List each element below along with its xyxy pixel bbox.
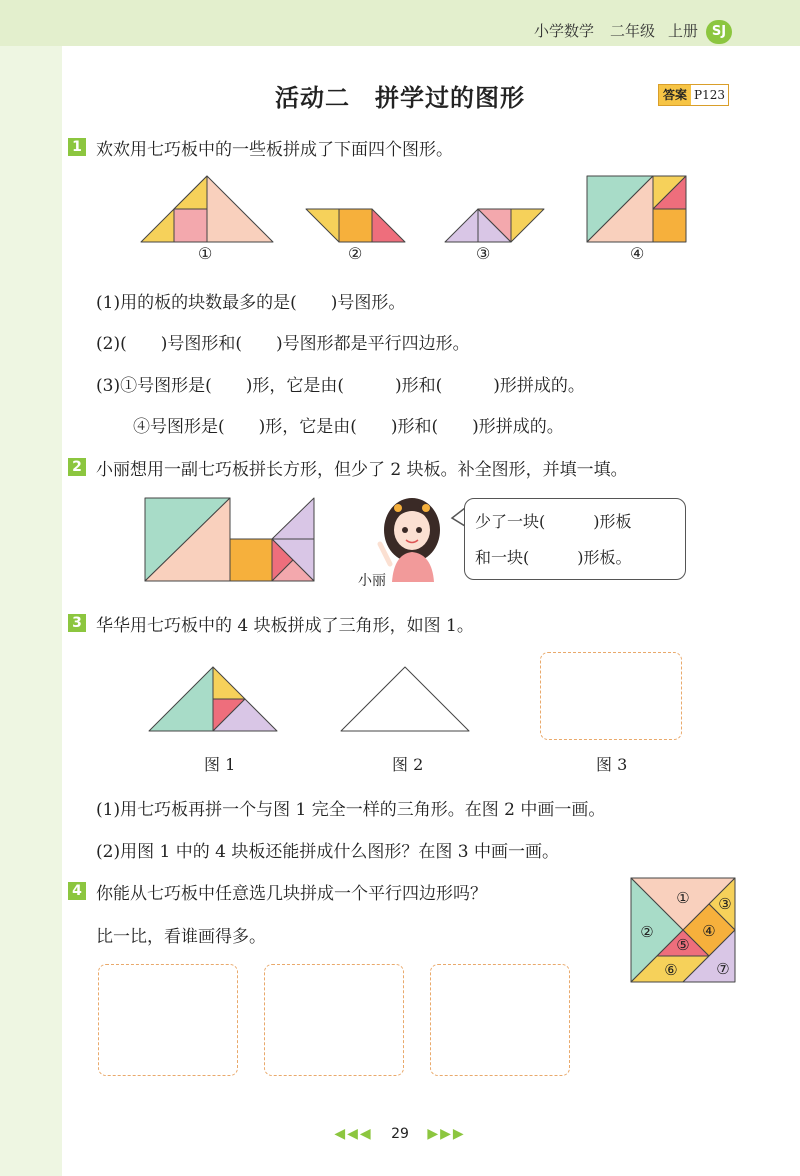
fig3-label: 图 3 [596,755,628,774]
footer-arrows-left: ◀◀◀ [334,1126,373,1142]
question-2-text: 小丽想用一副七巧板拼长方形，但少了 2 块板。补全图形，并填一填。 [96,460,628,480]
question-number-1: 1 [68,138,86,156]
question-3-text: 华华用七巧板中的 4 块板拼成了三角形，如图 1。 [96,616,474,636]
q1-sub1: (1)用的板的块数最多的是( )号图形。 [96,293,406,313]
q3-yellow-triangle [213,667,245,699]
question-4-text-2: 比一比，看谁画得多。 [96,927,266,947]
fig3-caption: ③ [476,244,491,263]
girl-name: 小丽 [358,573,386,589]
fig2-caption: ② [348,244,363,263]
question-number-4: 4 [68,882,86,900]
answer-box-2[interactable] [264,964,404,1076]
q1-sub3: (3)①号图形是( )形，它是由( )形和( )形拼成的。 [96,376,585,396]
q1-sub2: (2)( )号图形和( )号图形都是平行四边形。 [96,334,470,354]
page-number: 29 [391,1126,409,1142]
header-volume: 上册 [668,22,699,40]
q3-sub2: (2)用图 1 中的 4 块板还能拼成什么图形？在图 3 中画一画。 [96,842,559,862]
answer-box-1[interactable] [98,964,238,1076]
tangram-label-5: ⑤ [676,936,690,954]
header-grade: 二年级 [610,22,656,40]
page-title: 活动二 拼学过的图形 [275,84,525,112]
fig4-caption: ④ [630,244,645,263]
question-4-text-1: 你能从七巧板中任意选几块拼成一个平行四边形吗？ [96,884,487,904]
question-number-2: 2 [68,458,86,476]
q3-sub1: (1)用七巧板再拼一个与图 1 完全一样的三角形。在图 2 中画一画。 [96,800,606,820]
edition-badge: SJ [706,20,732,44]
q3-mint-triangle [149,667,213,731]
bubble-line-1: 少了一块( )形板 [475,512,632,531]
tangram-label-3: ③ [718,895,732,913]
bubble-line-2: 和一块( )形板。 [475,548,632,567]
q3-empty-triangle [341,667,469,731]
tangram-label-7: ⑦ [716,960,730,978]
header-subject: 小学数学 [534,22,595,40]
question-1-text: 欢欢用七巧板中的一些板拼成了下面四个图形。 [96,140,453,160]
footer-arrows-right: ▶▶▶ [427,1126,466,1142]
page-footer [0,1126,800,1142]
question-number-3: 3 [68,614,86,632]
fig3-drawing-box[interactable] [540,652,682,740]
fig1-caption: ① [198,244,213,263]
tangram-label-1: ① [676,889,690,907]
answer-box-3[interactable] [430,964,570,1076]
answer-label: 答案 [659,85,691,105]
tangram-label-4: ④ [702,922,716,940]
answer-page: P123 [694,88,725,102]
tangram-label-6: ⑥ [664,961,678,979]
fig2-label: 图 2 [392,755,424,774]
q1-sub4: ④号图形是( )形，它是由( )形和( )形拼成的。 [133,417,564,437]
tangram-reference [631,878,737,982]
fig1-label: 图 1 [204,755,236,774]
tangram-label-2: ② [640,923,654,941]
